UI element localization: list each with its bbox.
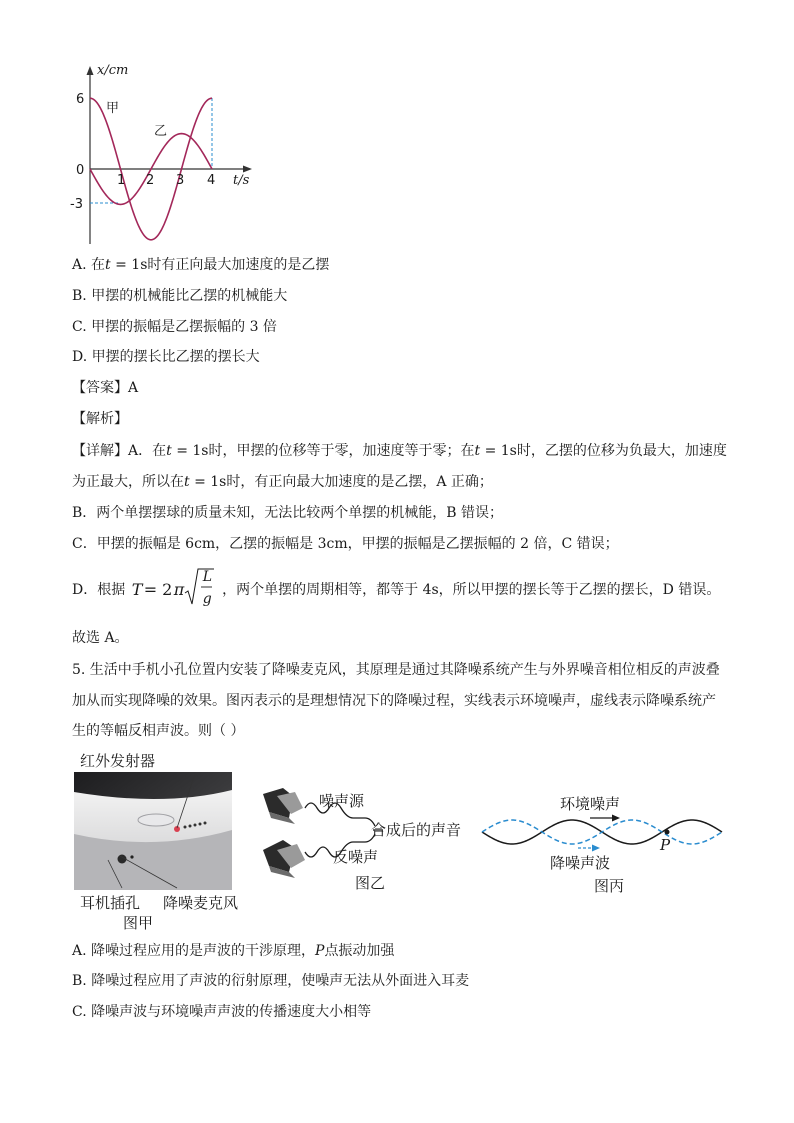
x-axis-arrow <box>243 166 252 173</box>
displacement-time-graph <box>60 55 260 250</box>
speaker-bottom-icon <box>263 840 305 878</box>
env-noise-arrow <box>612 815 620 822</box>
speaker-top-icon <box>263 788 303 824</box>
y-tick-0: 0 <box>76 163 85 178</box>
anti-wave-label: 降噪声波 <box>550 854 611 872</box>
anti-noise-arrow <box>592 845 600 852</box>
curve-jia-label: 甲 <box>106 101 120 116</box>
detail-line-5: D．根据 T = 2 π L g ，两个单摆的周期相等，都等于 4s，所以甲摆的摆长等于乙摆的摆长，D 错误。 <box>72 569 721 607</box>
point-p <box>665 830 670 835</box>
x-tick-3: 3 <box>176 173 185 188</box>
detail-line-3: B．两个单摆摆球的质量未知，无法比较两个单摆的机械能，B 错误； <box>72 505 504 521</box>
pendulum-period-formula: T = 2 π L g <box>131 569 212 607</box>
figure-yi-caption: 图乙 <box>355 874 386 892</box>
y-axis-label: x/cm <box>97 63 129 78</box>
figure-yi <box>255 782 480 897</box>
noise-mic-label: 降噪麦克风 <box>163 894 239 912</box>
env-noise-label: 环境噪声 <box>560 795 621 813</box>
combined-sound-label: 合成后的声音 <box>371 821 462 839</box>
anti-noise-wave-dashed <box>482 820 722 844</box>
q5-line-2: 加从而实现降噪的效果。图丙表示的是理想情况下的降噪过程，实线表示环境噪声，虚线表示降噪系统产 <box>72 693 716 709</box>
option-b: B. 甲摆的机械能比乙摆的机械能大 <box>72 288 288 304</box>
answer: 【答案】A <box>72 380 139 396</box>
figure-jia-caption: 图甲 <box>123 914 154 932</box>
y-tick-6: 6 <box>76 92 85 107</box>
figure-bing-caption: 图丙 <box>594 877 625 895</box>
detail-line-1: 【详解】A．在t = 1s时，甲摆的位移等于零，加速度等于零；在t = 1s时，乙摆的位移为负最大，加速度 <box>72 443 727 459</box>
x-axis-label: t/s <box>233 173 250 188</box>
conclusion: 故选 A。 <box>72 630 129 646</box>
detail-line-4: C．甲摆的振幅是 6cm，乙摆的振幅是 3cm，甲摆的振幅是乙摆振幅的 2 倍，C 错误； <box>72 536 619 552</box>
anti-noise-label: 反噪声 <box>333 848 379 866</box>
x-tick-4: 4 <box>207 173 216 188</box>
x-tick-2: 2 <box>146 173 155 188</box>
curve-yi-label: 乙 <box>154 124 168 139</box>
q5-line-3: 生的等幅反相声波。则（ ） <box>72 723 245 739</box>
earphone-jack-label: 耳机插孔 <box>80 894 141 912</box>
option-c: C. 甲摆的振幅是乙摆振幅的 3 倍 <box>72 319 277 335</box>
figure-bing <box>478 788 728 898</box>
infrared-emitter-label: 红外发射器 <box>80 752 156 770</box>
q5-option-b: B. 降噪过程应用了声波的衍射原理，使噪声无法从外面进入耳麦 <box>72 973 470 989</box>
option-d: D. 甲摆的摆长比乙摆的摆长大 <box>72 349 260 365</box>
y-tick-minus3: -3 <box>70 197 83 212</box>
point-p-label: P <box>660 836 671 854</box>
q5-option-a: A. 降噪过程应用的是声波的干涉原理，P点振动加强 <box>72 943 395 959</box>
analysis-header: 【解析】 <box>72 411 128 427</box>
y-axis-arrow <box>87 66 94 75</box>
q5-option-c: C. 降噪声波与环境噪声声波的传播速度大小相等 <box>72 1004 372 1020</box>
detail-line-2: 为正最大，所以在t = 1s时，有正向最大加速度的是乙摆，A 正确； <box>72 474 493 490</box>
figure-jia-labels <box>60 748 250 938</box>
option-a: A. 在t = 1s时有正向最大加速度的是乙摆 <box>72 257 330 273</box>
x-tick-1: 1 <box>117 173 126 188</box>
q5-line-1: 5. 生活中手机小孔位置内安装了降噪麦克风，其原理是通过其降噪系统产生与外界噪音相位相反的声波叠 <box>72 662 720 678</box>
noise-source-label: 噪声源 <box>319 792 365 810</box>
